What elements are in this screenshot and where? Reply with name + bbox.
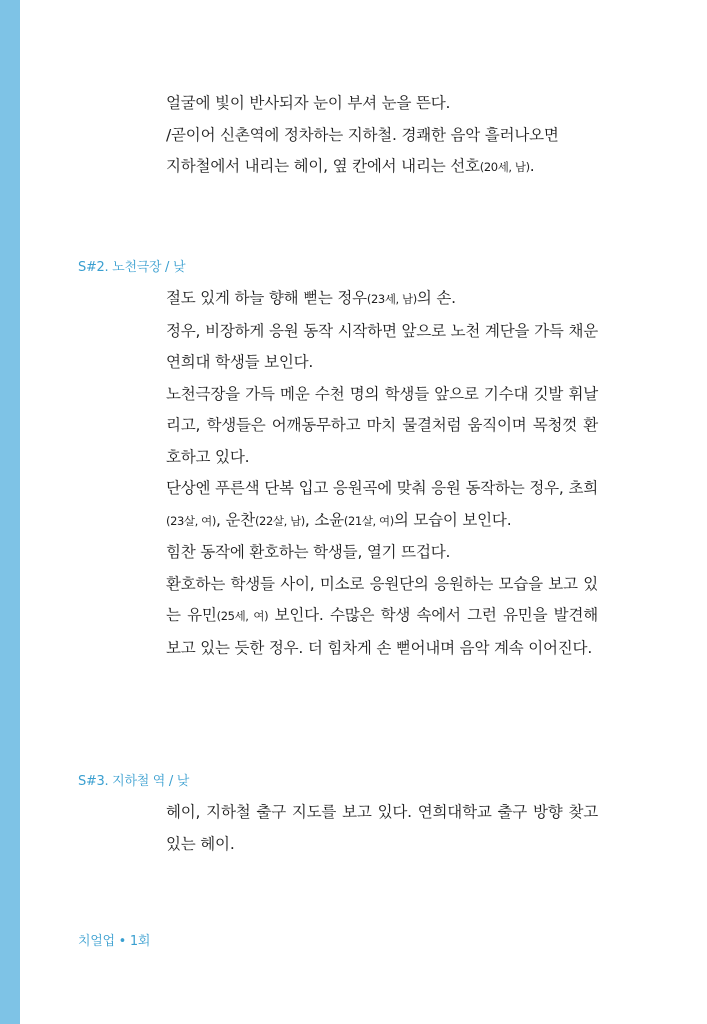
scene-2-p4-text-b: , 운찬: [215, 510, 255, 529]
scene-2-p4-text-d: 의 모습이 보인다.: [393, 510, 512, 529]
scene-3-heading: S#3. 지하철 역 / 낮: [78, 774, 190, 789]
footer-episode: 1회: [129, 934, 151, 949]
scene-2-p4-text-c: , 소윤: [304, 510, 344, 529]
page-footer: [78, 930, 150, 949]
scene-2-paragraph-2: 정우, 비장하게 응원 동작 시작하면 앞으로 노천 계단을 가득 채운 연희대 학생들 보인다.: [166, 321, 598, 371]
character-note: (25세, 여): [216, 609, 269, 623]
scene-3-block: [166, 797, 598, 860]
scene-2-p1-text: 절도 있게 하늘 향해 뻗는 정우: [166, 289, 367, 307]
intro-line-1: 얼굴에 빛이 반사되자 눈이 부셔 눈을 뜬다.: [166, 94, 451, 112]
scene-3-paragraph-1: 헤이, 지하철 출구 지도를 보고 있다. 연희대학교 출구 방향 찾고 있는 헤이.: [166, 803, 598, 853]
scene-2-p1-end: 의 손.: [416, 289, 456, 307]
scene-2-paragraph-6: [166, 569, 598, 665]
scene-2-p6-text-a: 환호하는 학생들 사이, 미소로 응원단의 응원하는 모습을 보고 있는 유민: [166, 574, 598, 624]
scene-2-paragraph-5: 힘찬 동작에 환호하는 학생들, 열기 뜨겁다.: [166, 543, 451, 561]
scene-2-paragraph-3: 노천극장을 가득 메운 수천 명의 학생들 앞으로 기수대 깃발 휘날리고, 학생들은 어깨동무하고 마치 물결처럼 움직이며 목청껏 환호하고 있다.: [166, 384, 598, 466]
scene-2-paragraph-4: [166, 473, 598, 537]
character-note: (21살, 여): [343, 513, 394, 528]
intro-block: [166, 88, 598, 184]
scene-2-paragraph-1: [166, 283, 598, 316]
scene-2-block: [166, 283, 598, 664]
intro-line-3-end: .: [529, 157, 535, 175]
side-accent-bar: [0, 0, 20, 1024]
character-note: (20세, 남): [479, 160, 530, 174]
footer-title: 치얼업: [78, 934, 115, 949]
scene-2-heading: S#2. 노천극장 / 낮: [78, 260, 186, 275]
footer-separator: •: [118, 934, 126, 949]
character-note: (23세, 남): [366, 292, 417, 306]
scene-2-p4-text-a: 단상엔 푸른색 단복 입고 응원곡에 맞춰 응원 동작하는 정우, 초희: [166, 479, 598, 497]
character-note: (23살, 여): [166, 513, 216, 528]
intro-line-2: /곧이어 신촌역에 정차하는 지하철. 경쾌한 음악 흘러나오면: [166, 125, 559, 144]
intro-line-3: [166, 151, 598, 184]
intro-line-3-text: 지하철에서 내리는 헤이, 옆 칸에서 내리는 선호: [166, 157, 480, 175]
character-note: (22살, 남): [254, 513, 305, 528]
scene-2-p6-text-b: 보인다. 수많은 학생 속에서 그런 유민을 발견해 보고 있는 듯한 정우. 더 힘차게 손 뻗어내며 음악 계속 이어진다.: [166, 606, 599, 657]
